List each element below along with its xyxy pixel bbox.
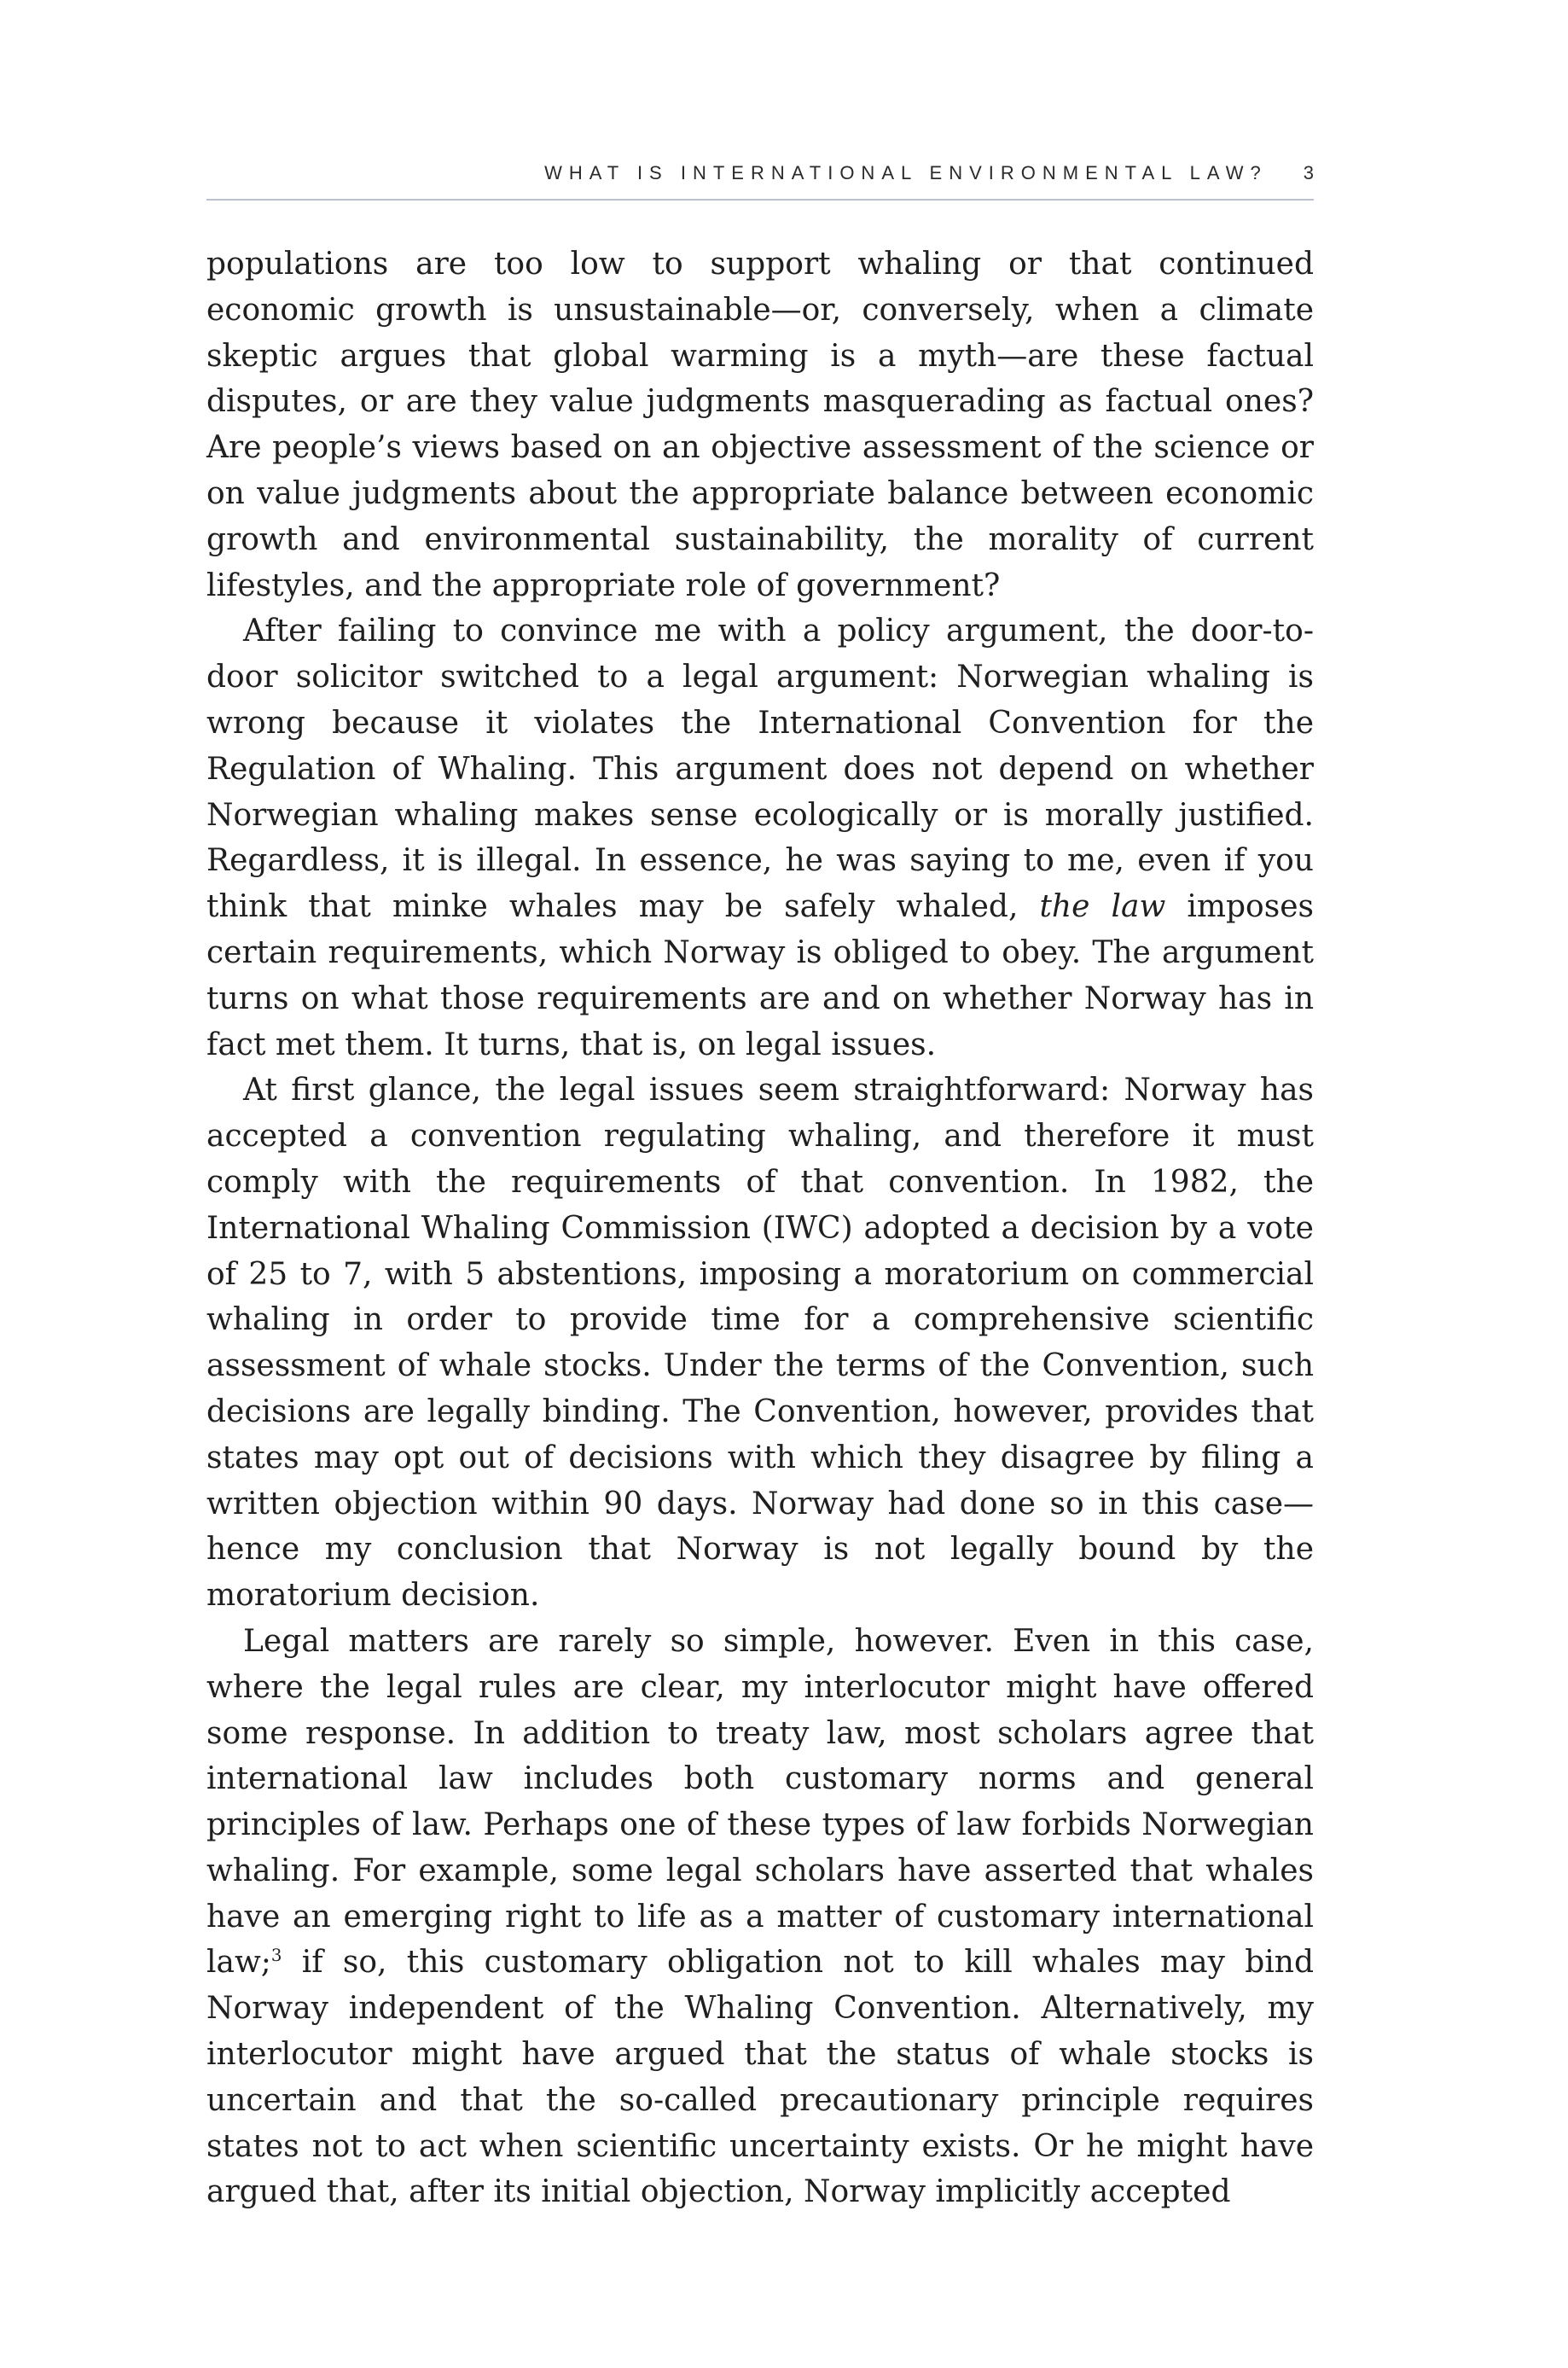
header-rule bbox=[206, 199, 1314, 201]
footnote-reference: 3 bbox=[270, 1946, 282, 1966]
paragraph-4-text-before: Legal matters are rarely so simple, however. Even in this case, where the legal rules are clear, my interlocutor might have offered some response. In addition to treaty law, most scholars agree that international law includes both customary norms and general principles of law. Perhaps one of these types of law forbids Norwegian whaling. For example, some legal scholars have asserted that whales have an emerging right to life as a matter of customary international law; bbox=[206, 1623, 1314, 1981]
paragraph-2-italic-phrase: the law bbox=[1039, 889, 1166, 925]
paragraph-4-text-after: if so, this customary obligation not to kill whales may bind Norway independent of the Whaling Convention. Alternatively, my interlocutor might have argued that the status of whale stocks is uncertain and that the so-called precautionary principle requires states not to act when scientific uncertainty exists. Or he might have argued that, after its initial objection, Norway implicitly accepted bbox=[206, 1945, 1314, 2210]
body-text bbox=[206, 241, 1314, 2215]
paragraph-4 bbox=[206, 1619, 1314, 2215]
paragraph-2-text-after: imposes certain requirements, which Norway is obliged to obey. The argument turns on what those requirements are and on whether Norway has in fact met them. It turns, that is, on legal issues. bbox=[206, 889, 1314, 1062]
page-number: 3 bbox=[1303, 162, 1314, 183]
paragraph-2-text-before: After failing to convince me with a policy argument, the door-to-door solicitor switched to a legal argument: Norwegian whaling is wrong because it violates the International Convention for the Regulation of Whaling. This argument does not depend on whether Norwegian whaling makes sense ecologically or is morally justified. Regardless, it is illegal. In essence, he was saying to me, even if you think that minke whales may be safely whaled, bbox=[206, 614, 1314, 925]
paragraph-1: populations are too low to support whaling or that continued economic growth is unsustainable—or, conversely, when a climate skeptic argues that global warming is a myth—are these factual disputes, or are they value judgments masquerading as factual ones? Are people’s views based on an objective assessment of the science or on value judgments about the appropriate balance between economic growth and environmental sustainability, the morality of current lifestyles, and the appropriate role of government? bbox=[206, 247, 1314, 603]
paragraph-2 bbox=[206, 608, 1314, 1068]
running-head bbox=[206, 154, 1314, 192]
paragraph-3: At first glance, the legal issues seem straightforward: Norway has accepted a convention regulating whaling, and therefore it must comply with the requirements of that convention. In 1982, the International Whaling Commission (IWC) adopted a decision by a vote of 25 to 7, with 5 abstentions, imposing a moratorium on commercial whaling in order to provide time for a comprehensive scientific assessment of whale stocks. Under the terms of the Convention, such decisions are legally binding. The Convention, however, provides that states may opt out of decisions with which they disagree by filing a written objection within 90 days. Norway had done so in this case—hence my conclusion that Norway is not legally bound by the moratorium decision. bbox=[206, 1073, 1314, 1614]
running-head-title: WHAT IS INTERNATIONAL ENVIRONMENTAL LAW? bbox=[544, 162, 1268, 183]
